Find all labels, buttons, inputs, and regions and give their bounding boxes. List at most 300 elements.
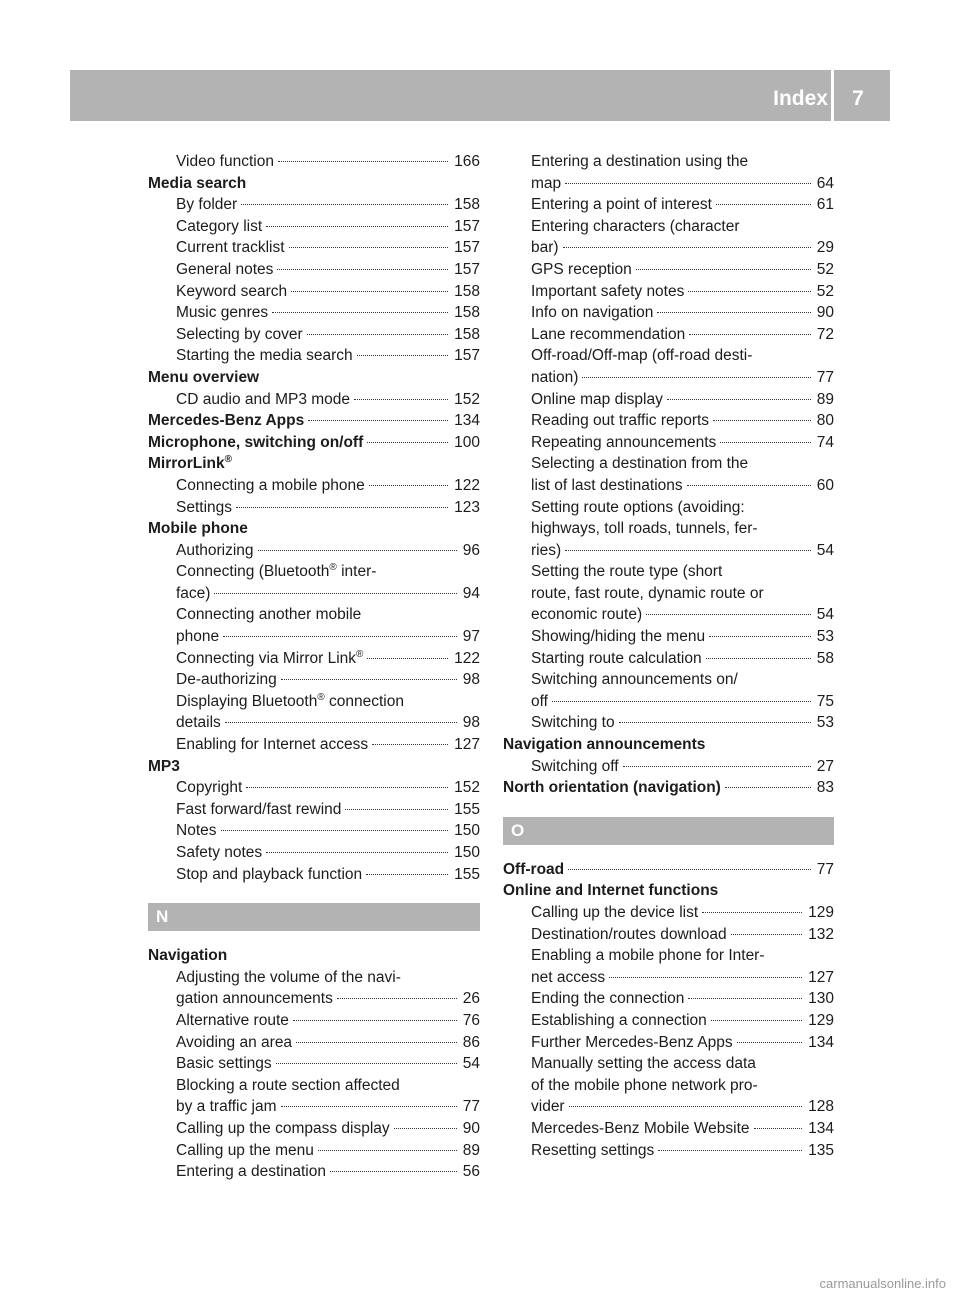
entry-text: off: [531, 692, 548, 710]
entry-page-number: 158: [454, 325, 480, 343]
entry-text: Switching to: [531, 714, 615, 732]
entry-page-number: 134: [808, 1119, 834, 1137]
entry-page-number: 29: [816, 239, 834, 257]
entry-page-number: 158: [454, 282, 480, 300]
entry-text: economic route): [531, 606, 643, 624]
index-entry-sub: [503, 216, 834, 259]
registered-mark: ®: [356, 648, 364, 660]
dot-leader: [716, 204, 811, 205]
index-entry-sub: [148, 216, 480, 238]
entry-text: Authorizing: [176, 541, 254, 559]
entry-page-number: 27: [816, 757, 834, 775]
entry-text: Adjusting the volume of the navi-: [176, 968, 401, 986]
index-entry-main: [148, 367, 480, 389]
entry-text: MP3: [148, 757, 180, 775]
index-entry-sub: [148, 1032, 480, 1054]
index-entry-sub: [148, 151, 480, 173]
entry-text: Notes: [176, 822, 217, 840]
entry-text: Off-road/Off-map (off-road desti-: [531, 347, 753, 365]
section-title: Index: [773, 87, 828, 110]
entry-page-number: 158: [454, 196, 480, 214]
index-entry-sub: [503, 432, 834, 454]
dot-leader: [687, 485, 811, 486]
entry-text: nation): [531, 368, 579, 386]
index-column-left: [148, 151, 480, 1183]
entry-text: by a traffic jam: [176, 1098, 277, 1116]
entry-page-number: 134: [454, 412, 480, 430]
index-entry-sub: [503, 345, 834, 388]
index-entry-main: [148, 453, 480, 475]
dot-leader: [258, 550, 457, 551]
entry-text: details: [176, 714, 221, 732]
entry-text: Online map display: [531, 390, 663, 408]
page-number: 7: [852, 87, 864, 110]
index-column-right: [503, 151, 834, 1161]
dot-leader: [330, 1171, 457, 1172]
index-entry-main: [148, 756, 480, 778]
index-letter-heading: O: [503, 817, 834, 845]
entry-page-number: 77: [816, 368, 834, 386]
registered-mark: ®: [329, 562, 337, 574]
entry-text: Online and Internet functions: [503, 882, 719, 900]
dot-leader: [709, 636, 811, 637]
index-entry-sub: [148, 864, 480, 886]
entry-text: Fast forward/fast rewind: [176, 800, 342, 818]
entry-text: ries): [531, 541, 562, 559]
entry-text: Copyright: [176, 779, 243, 797]
dot-leader: [565, 183, 811, 184]
entry-page-number: 61: [816, 196, 834, 214]
index-entry-sub: [503, 945, 834, 988]
entry-text: Enabling for Internet access: [176, 736, 369, 754]
entry-page-number: 123: [454, 498, 480, 516]
entry-text: Entering a destination: [176, 1163, 326, 1181]
index-entry-sub: [148, 281, 480, 303]
entry-page-number: 76: [462, 1011, 480, 1029]
entry-text: Current tracklist: [176, 239, 285, 257]
dot-leader: [318, 1150, 457, 1151]
entry-page-number: 157: [454, 260, 480, 278]
index-entry-sub: [503, 497, 834, 562]
entry-text: Setting route options (avoiding:: [531, 498, 745, 516]
index-entry-sub: [148, 497, 480, 519]
entry-text: Mercedes-Benz Mobile Website: [531, 1119, 750, 1137]
entry-page-number: 56: [462, 1163, 480, 1181]
entry-text: Selecting by cover: [176, 325, 303, 343]
entry-page-number: 60: [816, 476, 834, 494]
entry-page-number: 94: [462, 584, 480, 602]
entry-text: Menu overview: [148, 368, 260, 386]
index-entry-sub: [148, 324, 480, 346]
entry-page-number: 157: [454, 347, 480, 365]
entry-page-number: 130: [808, 990, 834, 1008]
dot-leader: [337, 998, 457, 999]
dot-leader: [394, 1128, 457, 1129]
entry-page-number: 97: [462, 628, 480, 646]
dot-leader: [711, 1020, 802, 1021]
index-entry-sub: [503, 756, 834, 778]
entry-page-number: 158: [454, 304, 480, 322]
index-entry-sub: [148, 820, 480, 842]
index-entry-main: [503, 734, 834, 756]
header-divider: [831, 70, 834, 121]
dot-leader: [225, 722, 457, 723]
entry-page-number: 64: [816, 174, 834, 192]
dot-leader: [276, 1063, 457, 1064]
entry-text: route, fast route, dynamic route or: [531, 584, 764, 602]
index-entry-sub: [148, 345, 480, 367]
dot-leader: [246, 787, 448, 788]
entry-page-number: 54: [462, 1055, 480, 1073]
dot-leader: [713, 420, 811, 421]
entry-text: Calling up the menu: [176, 1141, 314, 1159]
entry-text: Reading out traffic reports: [531, 412, 710, 430]
entry-page-number: 155: [454, 800, 480, 818]
index-entry-sub: [148, 691, 480, 734]
entry-text: list of last destinations: [531, 476, 683, 494]
dot-leader: [296, 1042, 457, 1043]
dot-leader: [636, 269, 811, 270]
entry-text: Connecting (Bluetooth® inter-: [176, 562, 377, 581]
entry-text: Navigation: [148, 947, 228, 965]
index-entry-sub: [148, 1053, 480, 1075]
entry-text: Keyword search: [176, 282, 288, 300]
index-entry-sub: [503, 151, 834, 194]
dot-leader: [214, 593, 456, 594]
dot-leader: [367, 658, 448, 659]
index-entry-main: [148, 410, 480, 432]
dot-leader: [568, 869, 811, 870]
dot-leader: [731, 934, 803, 935]
index-entry-sub: [148, 669, 480, 691]
index-entry-sub: [148, 1075, 480, 1118]
index-entry-sub: [503, 1010, 834, 1032]
entry-text: Entering characters (character: [531, 217, 740, 235]
entry-page-number: 100: [454, 433, 480, 451]
entry-text: Stop and playback function: [176, 865, 363, 883]
entry-text: Category list: [176, 217, 263, 235]
dot-leader: [552, 701, 811, 702]
entry-text: Starting the media search: [176, 347, 353, 365]
entry-text: Starting route calculation: [531, 649, 702, 667]
entry-text: By folder: [176, 196, 238, 214]
index-entry-sub: [148, 1118, 480, 1140]
index-entry-sub: [148, 734, 480, 756]
entry-page-number: 80: [816, 412, 834, 430]
index-entry-sub: [503, 648, 834, 670]
index-entry-sub: [503, 324, 834, 346]
dot-leader: [619, 722, 811, 723]
entry-text: Resetting settings: [531, 1141, 655, 1159]
entry-text: Info on navigation: [531, 304, 654, 322]
dot-leader: [308, 420, 448, 421]
index-entry-sub: [148, 777, 480, 799]
index-entry-sub: [503, 712, 834, 734]
dot-leader: [272, 312, 448, 313]
index-entry-sub: [148, 475, 480, 497]
index-entry-sub: [148, 237, 480, 259]
entry-page-number: 166: [454, 153, 480, 170]
entry-page-number: 150: [454, 822, 480, 840]
index-entry-sub: [148, 1161, 480, 1183]
dot-leader: [563, 247, 811, 248]
dot-leader: [569, 1106, 803, 1107]
entry-page-number: 152: [454, 390, 480, 408]
dot-leader: [366, 874, 448, 875]
entry-page-number: 86: [462, 1033, 480, 1051]
index-entry-sub: [148, 389, 480, 411]
dot-leader: [281, 1106, 457, 1107]
entry-text: Ending the connection: [531, 990, 685, 1008]
entry-page-number: 98: [462, 671, 480, 689]
entry-page-number: 53: [816, 628, 834, 646]
entry-page-number: 135: [808, 1141, 834, 1159]
dot-leader: [367, 442, 448, 443]
entry-text: Entering a destination using the: [531, 153, 749, 170]
entry-text: highways, toll roads, tunnels, fer-: [531, 520, 758, 538]
dot-leader: [658, 1150, 802, 1151]
entry-page-number: 83: [816, 779, 834, 797]
dot-leader: [369, 485, 448, 486]
entry-text: Mercedes-Benz Apps: [148, 412, 305, 430]
index-entry-sub: [148, 648, 480, 670]
entry-page-number: 157: [454, 239, 480, 257]
entry-text: Manually setting the access data: [531, 1055, 756, 1073]
entry-text: phone: [176, 628, 220, 646]
entry-page-number: 128: [808, 1098, 834, 1116]
entry-text: Music genres: [176, 304, 269, 322]
index-letter-heading: N: [148, 903, 480, 931]
entry-text: Connecting a mobile phone: [176, 476, 365, 494]
index-entry-sub: [148, 259, 480, 281]
index-entry-sub: [148, 967, 480, 1010]
entry-text: Calling up the compass display: [176, 1119, 390, 1137]
entry-text: Video function: [176, 153, 274, 170]
entry-text: North orientation (navigation): [503, 779, 721, 797]
entry-text: Basic settings: [176, 1055, 272, 1073]
entry-page-number: 127: [454, 736, 480, 754]
index-entry-sub: [503, 988, 834, 1010]
entry-text: Selecting a destination from the: [531, 455, 749, 473]
index-entry-sub: [503, 902, 834, 924]
entry-page-number: 127: [808, 968, 834, 986]
entry-page-number: 152: [454, 779, 480, 797]
dot-leader: [278, 161, 448, 162]
entry-text: Repeating announcements: [531, 433, 717, 451]
index-entry-sub: [503, 669, 834, 712]
index-entry-sub: [503, 924, 834, 946]
entry-text: of the mobile phone network pro-: [531, 1076, 758, 1094]
entry-page-number: 72: [816, 325, 834, 343]
entry-page-number: 122: [454, 476, 480, 494]
entry-text: Further Mercedes-Benz Apps: [531, 1033, 733, 1051]
dot-leader: [688, 998, 802, 999]
entry-text: Microphone, switching on/off: [148, 433, 364, 451]
entry-text: MirrorLink®: [148, 454, 233, 473]
entry-page-number: 150: [454, 844, 480, 861]
entry-page-number: 89: [462, 1141, 480, 1159]
dot-leader: [702, 912, 802, 913]
entry-text: Enabling a mobile phone for Inter-: [531, 947, 765, 965]
dot-leader: [667, 399, 811, 400]
index-entry-main: [503, 777, 834, 799]
dot-leader: [754, 1128, 803, 1129]
index-entry-sub: [503, 1140, 834, 1162]
dot-leader: [354, 399, 448, 400]
dot-leader: [689, 334, 811, 335]
index-entry-main: [148, 518, 480, 540]
entry-text: Blocking a route section affected: [176, 1076, 400, 1094]
entry-text: gation announcements: [176, 990, 333, 1008]
entry-page-number: 134: [808, 1033, 834, 1051]
index-entry-main: [148, 945, 480, 967]
index-entry-sub: [503, 626, 834, 648]
entry-page-number: 96: [462, 541, 480, 559]
entry-text: Mobile phone: [148, 520, 248, 538]
index-entry-sub: [503, 410, 834, 432]
index-entry-sub: [503, 1032, 834, 1054]
dot-leader: [646, 614, 811, 615]
entry-text: Lane recommendation: [531, 325, 686, 343]
entry-text: Calling up the device list: [531, 904, 699, 921]
entry-text: Entering a point of interest: [531, 196, 712, 214]
dot-leader: [582, 377, 810, 378]
dot-leader: [725, 787, 811, 788]
entry-page-number: 58: [816, 649, 834, 667]
entry-page-number: 129: [808, 1011, 834, 1029]
entry-page-number: 77: [816, 860, 834, 878]
entry-page-number: 52: [816, 260, 834, 278]
entry-text: CD audio and MP3 mode: [176, 390, 351, 408]
index-entry-sub: [503, 1118, 834, 1140]
entry-page-number: 74: [816, 433, 834, 451]
entry-text: Media search: [148, 174, 247, 192]
entry-text: General notes: [176, 260, 274, 278]
entry-text: bar): [531, 239, 559, 257]
dot-leader: [706, 658, 811, 659]
dot-leader: [293, 1020, 457, 1021]
index-entry-sub: [148, 842, 480, 864]
entry-page-number: 155: [454, 865, 480, 883]
dot-leader: [372, 744, 448, 745]
index-entry-sub: [503, 561, 834, 626]
index-entry-sub: [503, 1053, 834, 1118]
entry-page-number: 90: [816, 304, 834, 322]
index-entry-sub: [148, 540, 480, 562]
dot-leader: [223, 636, 457, 637]
entry-text: Navigation announcements: [503, 736, 706, 754]
entry-text: Switching announcements on/: [531, 671, 738, 689]
entry-text: Showing/hiding the menu: [531, 628, 706, 646]
entry-page-number: 89: [816, 390, 834, 408]
dot-leader: [277, 269, 448, 270]
entry-text: Safety notes: [176, 844, 263, 861]
entry-text: face): [176, 584, 211, 602]
entry-text: Setting the route type (short: [531, 563, 723, 581]
index-entry-main: [148, 432, 480, 454]
dot-leader: [345, 809, 448, 810]
index-entry-sub: [148, 1010, 480, 1032]
entry-page-number: 75: [816, 692, 834, 710]
dot-leader: [688, 291, 810, 292]
entry-page-number: 77: [462, 1098, 480, 1116]
index-entry-sub: [503, 389, 834, 411]
dot-leader: [737, 1042, 803, 1043]
dot-leader: [266, 852, 448, 853]
registered-mark: ®: [317, 691, 325, 703]
dot-leader: [357, 355, 449, 356]
entry-page-number: 52: [816, 282, 834, 300]
entry-page-number: 90: [462, 1119, 480, 1137]
entry-page-number: 132: [808, 925, 834, 943]
entry-page-number: 54: [816, 606, 834, 624]
index-entry-sub: [148, 561, 480, 604]
index-entry-main: [503, 859, 834, 881]
entry-text: Alternative route: [176, 1011, 289, 1029]
index-entry-sub: [503, 453, 834, 496]
index-entry-main: [503, 880, 834, 902]
dot-leader: [623, 766, 811, 767]
dot-leader: [289, 247, 449, 248]
index-entry-sub: [503, 259, 834, 281]
entry-page-number: 54: [816, 541, 834, 559]
index-entry-sub: [148, 194, 480, 216]
dot-leader: [307, 334, 448, 335]
index-entry-sub: [503, 281, 834, 303]
entry-page-number: 53: [816, 714, 834, 732]
footer-watermark: carmanualsonline.info: [819, 1276, 946, 1291]
entry-text: map: [531, 174, 562, 192]
entry-text: Important safety notes: [531, 282, 685, 300]
index-entry-main: [148, 173, 480, 195]
index-entry-sub: [148, 302, 480, 324]
dot-leader: [221, 830, 449, 831]
dot-leader: [609, 977, 802, 978]
entry-text: GPS reception: [531, 260, 632, 278]
entry-text: vider: [531, 1098, 565, 1116]
entry-text: Settings: [176, 498, 233, 516]
entry-text: Off-road: [503, 860, 565, 878]
dot-leader: [565, 550, 811, 551]
dot-leader: [236, 507, 448, 508]
index-entry-sub: [148, 799, 480, 821]
entry-page-number: 157: [454, 217, 480, 235]
entry-text: Destination/routes download: [531, 925, 727, 943]
entry-text: Connecting another mobile: [176, 606, 362, 624]
entry-text: Switching off: [531, 757, 619, 775]
dot-leader: [241, 204, 448, 205]
index-entry-sub: [148, 1140, 480, 1162]
entry-page-number: 129: [808, 904, 834, 921]
entry-text: Connecting via Mirror Link®: [176, 648, 364, 667]
dot-leader: [291, 291, 448, 292]
index-entry-sub: [503, 194, 834, 216]
entry-text: Establishing a connection: [531, 1011, 707, 1029]
entry-text: Avoiding an area: [176, 1033, 293, 1051]
entry-page-number: 26: [462, 990, 480, 1008]
index-entry-sub: [503, 302, 834, 324]
index-entry-sub: [148, 604, 480, 647]
dot-leader: [266, 226, 448, 227]
entry-page-number: 98: [462, 714, 480, 732]
registered-mark: ®: [224, 454, 233, 466]
dot-leader: [657, 312, 810, 313]
entry-text: Displaying Bluetooth® connection: [176, 691, 404, 710]
entry-page-number: 122: [454, 649, 480, 667]
dot-leader: [281, 679, 457, 680]
dot-leader: [720, 442, 810, 443]
entry-text: De-authorizing: [176, 671, 277, 689]
